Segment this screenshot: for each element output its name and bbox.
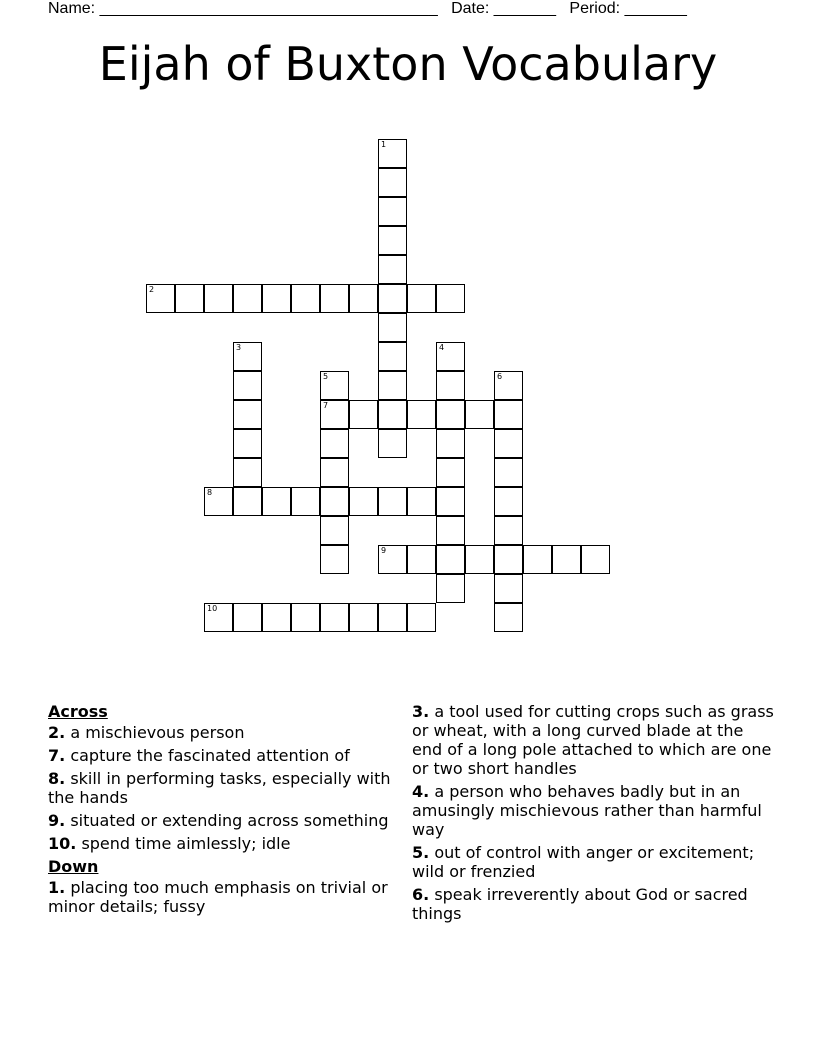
name-label: Name:: [48, 0, 96, 17]
cell-number: 4: [439, 343, 445, 352]
down-clue-list: [48, 878, 396, 916]
grid-cell[interactable]: [407, 545, 436, 574]
grid-cell[interactable]: [262, 284, 291, 313]
clue-item: [412, 885, 774, 923]
grid-cell[interactable]: [175, 284, 204, 313]
cell-number: 10: [207, 604, 218, 613]
grid-cell[interactable]: [378, 255, 407, 284]
grid-cell[interactable]: [233, 429, 262, 458]
grid-cell[interactable]: [465, 545, 494, 574]
across-clue-list: [48, 723, 396, 853]
cell-number: 3: [236, 343, 242, 352]
grid-cell[interactable]: [436, 574, 465, 603]
grid-cell[interactable]: [436, 342, 465, 371]
clue-number: 1.: [48, 878, 66, 897]
grid-cell[interactable]: [320, 371, 349, 400]
across-heading: Across: [48, 702, 108, 721]
grid-cell[interactable]: [204, 284, 233, 313]
grid-cell[interactable]: [320, 516, 349, 545]
grid-cell[interactable]: [233, 284, 262, 313]
cell-number: 8: [207, 488, 213, 497]
grid-cell[interactable]: [436, 458, 465, 487]
grid-cell[interactable]: [581, 545, 610, 574]
name-blank[interactable]: ______________________________________: [99, 0, 438, 17]
clue-text: speak irreverently about God or sacred things: [412, 885, 748, 923]
grid-cell[interactable]: [233, 487, 262, 516]
clue-item: [48, 746, 396, 765]
grid-cell[interactable]: [436, 429, 465, 458]
clue-number: 4.: [412, 782, 430, 801]
grid-cell[interactable]: [494, 603, 523, 632]
clue-text: a mischievous person: [70, 723, 245, 742]
grid-cell[interactable]: [320, 487, 349, 516]
clue-text: skill in performing tasks, especially with the hands: [48, 769, 391, 807]
clue-text: placing too much emphasis on trivial or minor details; fussy: [48, 878, 388, 916]
clue-number: 6.: [412, 885, 430, 904]
clue-number: 8.: [48, 769, 66, 788]
clue-text: a tool used for cutting crops such as grass or wheat, with a long curved blade at the end of a long pole attached to which are one or two short handles: [412, 702, 774, 778]
grid-cell[interactable]: [407, 284, 436, 313]
grid-cell[interactable]: [262, 487, 291, 516]
grid-cell[interactable]: [494, 429, 523, 458]
grid-cell[interactable]: [494, 545, 523, 574]
grid-cell[interactable]: [204, 487, 233, 516]
grid-cell[interactable]: [291, 603, 320, 632]
grid-cell[interactable]: [436, 400, 465, 429]
grid-cell[interactable]: [494, 400, 523, 429]
grid-cell[interactable]: [378, 400, 407, 429]
grid-cell[interactable]: [291, 284, 320, 313]
grid-cell[interactable]: [320, 458, 349, 487]
grid-cell[interactable]: [378, 139, 407, 168]
clue-text: situated or extending across something: [70, 811, 389, 830]
grid-cell[interactable]: [378, 487, 407, 516]
cell-number: 7: [323, 401, 329, 410]
clue-item: [48, 769, 396, 807]
grid-cell[interactable]: [436, 487, 465, 516]
period-label: Period:: [569, 0, 621, 17]
grid-cell[interactable]: [494, 371, 523, 400]
grid-cell[interactable]: [233, 371, 262, 400]
down-clue-list-continued: [412, 702, 774, 923]
clue-number: 2.: [48, 723, 66, 742]
cell-number: 5: [323, 372, 329, 381]
clue-number: 9.: [48, 811, 66, 830]
grid-cell[interactable]: [494, 516, 523, 545]
grid-cell[interactable]: [552, 545, 581, 574]
cell-number: 6: [497, 372, 503, 381]
grid-cell[interactable]: [378, 371, 407, 400]
clue-number: 10.: [48, 834, 77, 853]
grid-cell[interactable]: [494, 458, 523, 487]
grid-cell[interactable]: [378, 168, 407, 197]
grid-cell[interactable]: [523, 545, 552, 574]
grid-cell[interactable]: [233, 458, 262, 487]
grid-cell[interactable]: [465, 400, 494, 429]
grid-cell[interactable]: [349, 284, 378, 313]
grid-cell[interactable]: [233, 342, 262, 371]
grid-cell[interactable]: [378, 313, 407, 342]
clue-text: out of control with anger or excitement; wild or frenzied: [412, 843, 755, 881]
grid-cell[interactable]: [233, 603, 262, 632]
grid-cell[interactable]: [407, 400, 436, 429]
clue-item: [412, 782, 774, 839]
grid-cell[interactable]: [291, 487, 320, 516]
grid-cell[interactable]: [378, 429, 407, 458]
clue-text: a person who behaves badly but in an amusingly mischievous rather than harmful way: [412, 782, 762, 839]
grid-cell[interactable]: [320, 284, 349, 313]
grid-cell[interactable]: [320, 400, 349, 429]
clues-right-column: [412, 702, 774, 927]
grid-cell[interactable]: [407, 603, 436, 632]
clue-text: spend time aimlessly; idle: [81, 834, 291, 853]
clue-item: [412, 843, 774, 881]
grid-cell[interactable]: [494, 487, 523, 516]
clue-item: [412, 702, 774, 778]
grid-cell[interactable]: [349, 487, 378, 516]
down-heading: Down: [48, 857, 99, 876]
grid-cell[interactable]: [378, 603, 407, 632]
grid-cell[interactable]: [436, 284, 465, 313]
grid-cell[interactable]: [378, 342, 407, 371]
date-label: Date:: [451, 0, 490, 17]
grid-cell[interactable]: [407, 487, 436, 516]
grid-cell[interactable]: [262, 603, 291, 632]
cell-number: 1: [381, 140, 387, 149]
clue-item: [48, 723, 396, 742]
grid-cell[interactable]: [378, 545, 407, 574]
period-blank[interactable]: _______: [624, 0, 687, 17]
grid-cell[interactable]: [233, 400, 262, 429]
grid-cell[interactable]: [320, 545, 349, 574]
grid-cell[interactable]: [204, 603, 233, 632]
clue-item: [48, 878, 396, 916]
grid-cell[interactable]: [378, 284, 407, 313]
grid-cell[interactable]: [378, 226, 407, 255]
page-title: Eijah of Buxton Vocabulary: [98, 37, 718, 91]
grid-cell[interactable]: [349, 400, 378, 429]
grid-cell[interactable]: [378, 197, 407, 226]
clue-text: capture the fascinated attention of: [70, 746, 350, 765]
clues-left-column: [48, 702, 396, 920]
grid-cell[interactable]: [436, 516, 465, 545]
grid-cell[interactable]: [436, 545, 465, 574]
cell-number: 9: [381, 546, 387, 555]
clue-item: [48, 811, 396, 830]
grid-cell[interactable]: [436, 371, 465, 400]
clue-number: 7.: [48, 746, 66, 765]
cell-number: 2: [149, 285, 155, 294]
grid-cell[interactable]: [349, 603, 378, 632]
clue-item: [48, 834, 396, 853]
grid-cell[interactable]: [320, 429, 349, 458]
date-blank[interactable]: _______: [493, 0, 557, 17]
grid-cell[interactable]: [320, 603, 349, 632]
clue-number: 5.: [412, 843, 430, 862]
grid-cell[interactable]: [494, 574, 523, 603]
grid-cell[interactable]: [146, 284, 175, 313]
clue-number: 3.: [412, 702, 430, 721]
